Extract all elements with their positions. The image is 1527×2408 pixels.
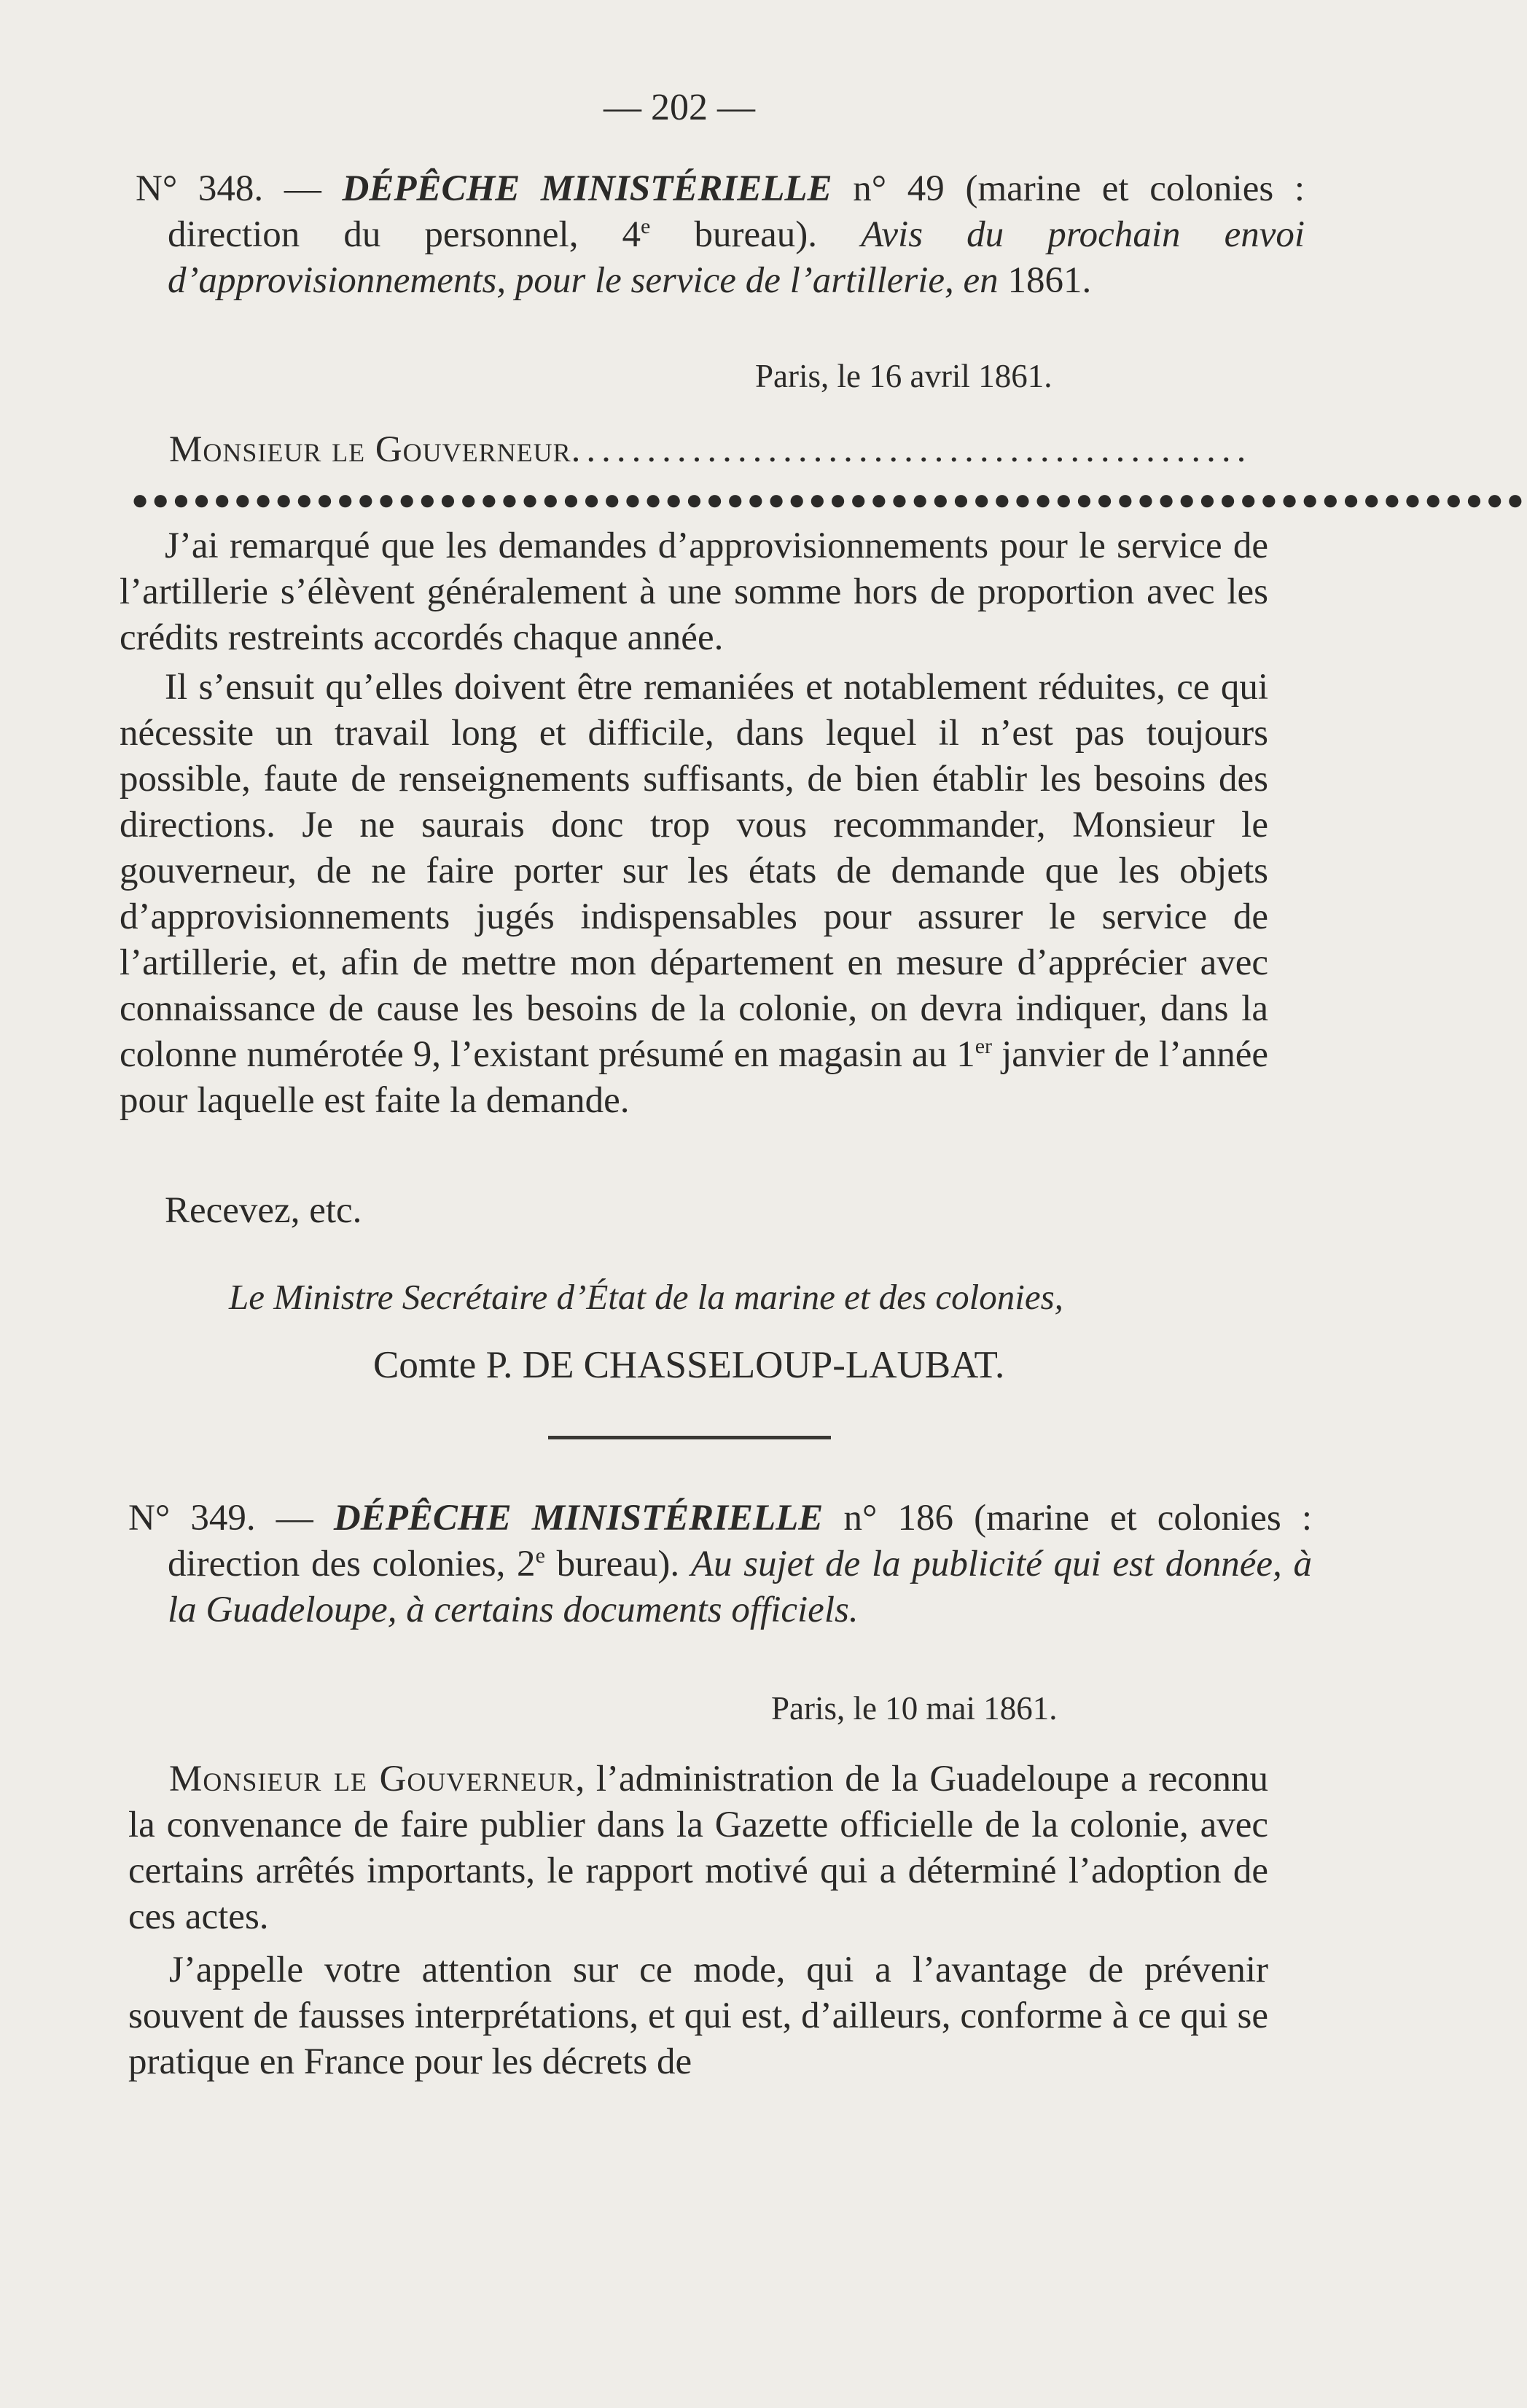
doc1-ref: n° 49 xyxy=(853,168,945,209)
doc1-p2-end: janvier de l’année pour laquelle est faite la demande. xyxy=(120,1034,1268,1121)
doc1-subject: Avis du prochain envoi d’approvisionnements, pour le service de l’artillerie, en xyxy=(168,214,1305,301)
page-number: — 202 — xyxy=(604,87,755,128)
doc1-heading xyxy=(136,166,1305,304)
doc1-number: N° 348. — xyxy=(136,168,321,209)
doc1-year: 1861. xyxy=(1007,260,1092,301)
doc1-paragraph-1: J’ai remarqué que les demandes d’approvisionnements pour le service de l’artillerie s’élèvent généralement à une somme hors de proportion avec les crédits restreints accordés chaque année. xyxy=(120,525,1268,658)
doc2-p1-text: , l’administration de la Guadeloupe a reconnu la convenance de faire publier dans la Gazette officielle de la colonie, avec certains arrêtés importants, le rapport motivé qui a déterminé l’adoption de ces actes. xyxy=(128,1759,1268,1937)
doc2-origin-sup: e xyxy=(535,1544,545,1568)
doc1-place-date: Paris, le 16 avril 1861. xyxy=(755,358,1053,394)
doc2-number: N° 349. — xyxy=(128,1498,313,1539)
doc1-signer-title: Le Ministre Secrétaire d’État de la marine et des colonies, xyxy=(229,1277,1063,1317)
doc1-p2-sup: er xyxy=(975,1034,993,1058)
doc2-paragraph-1 xyxy=(128,1756,1268,1940)
section-divider xyxy=(548,1436,831,1439)
doc2-subject: Au sujet de la publicité qui est donnée, à la Guadeloupe, à certains documents officiels. xyxy=(168,1544,1312,1630)
doc1-paragraph-2 xyxy=(120,665,1268,1124)
doc1-origin: (marine et colonies : direction du personnel, 4 xyxy=(168,168,1305,255)
doc1-p2-text: Il s’ensuit qu’elles doivent être remaniées et notablement réduites, ce qui nécessite un travail long et difficile, dans lequel il n’est pas toujours possible, faute de renseignements suffisants, de bien établir les besoins des directions. Je ne saurais donc trop vous recommander, Monsieur le gouverneur, de ne faire porter sur les états de demande que les objets d’approvisionnements jugés indispensables pour assurer le service de l’artillerie, et, afin de mettre mon département en mesure d’apprécier avec connaissance de cause les besoins de la colonie, on devra indiquer, dans la colonne numérotée 9, l’existant présumé en magasin au 1 xyxy=(120,667,1268,1075)
doc1-signer-name: Comte P. DE CHASSELOUP-LAUBAT. xyxy=(373,1344,1005,1386)
doc1-closing: Recevez, etc. xyxy=(165,1190,362,1231)
doc2-salutation: Monsieur le Gouverneur xyxy=(169,1759,576,1799)
doc1-origin-sup: e xyxy=(641,214,651,238)
doc2-type: DÉPÊCHE MINISTÉRIELLE xyxy=(333,1498,824,1539)
doc2-origin: (marine et colonies : direction des colonies, 2 xyxy=(168,1498,1313,1584)
dotted-separator: ●●●●●●●●●●●●●●●●●●●●●●●●●●●●●●●●●●●●●●●●●●●●●●●●●●●●●●●●●●●●●●●●●●●● xyxy=(131,483,1527,516)
doc2-origin-end: bureau). xyxy=(556,1544,680,1584)
doc1-salutation: Monsieur le Gouverneur xyxy=(169,429,571,470)
doc2-paragraph-2: J’appelle votre attention sur ce mode, qui a l’avantage de prévenir souvent de fausses interprétations, et qui est, d’ailleurs, conforme à ce qui se pratique en France pour les décrets de xyxy=(128,1950,1268,2082)
doc2-heading xyxy=(128,1496,1312,1633)
doc1-type: DÉPÊCHE MINISTÉRIELLE xyxy=(342,168,832,209)
doc1-salutation-line: Monsieur le Gouverneur............................................. xyxy=(169,429,1252,470)
doc2-place-date: Paris, le 10 mai 1861. xyxy=(771,1690,1058,1727)
doc2-ref: n° 186 xyxy=(843,1498,954,1539)
doc1-origin-end: bureau). xyxy=(694,214,817,255)
